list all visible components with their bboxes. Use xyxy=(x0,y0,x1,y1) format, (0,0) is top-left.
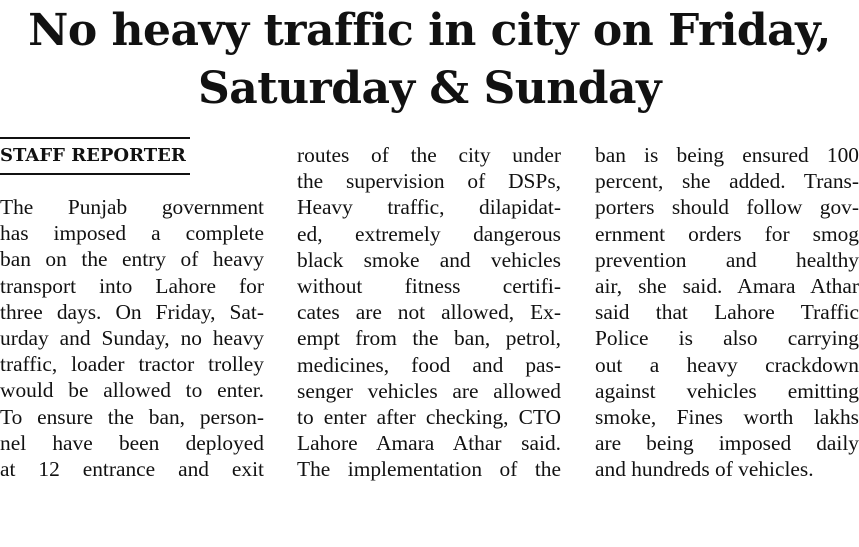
article-line: air, she said. Amara Athar xyxy=(595,273,859,298)
article-line: ernment orders for smog xyxy=(595,221,859,246)
article-line: has imposed a complete xyxy=(0,221,264,246)
article-line: ed, extremely dangerous xyxy=(297,221,561,246)
article-line: urday and Sunday, no heavy xyxy=(0,325,264,350)
article-line: at 12 entrance and exit xyxy=(0,456,264,481)
article-line: The implementation of the xyxy=(297,457,561,482)
article-line: empt from the ban, petrol, xyxy=(297,326,561,351)
article-line: and hundreds of vehicles. xyxy=(595,457,814,482)
article-line: would be allowed to enter. xyxy=(0,378,264,403)
article-line: the supervision of DSPs, xyxy=(297,169,561,194)
article-line: against vehicles emitting xyxy=(595,378,859,403)
article-line: without fitness certifi- xyxy=(297,273,561,298)
article-line: prevention and healthy xyxy=(595,247,859,272)
article-column-1 xyxy=(0,194,264,482)
article-line: To ensure the ban, person- xyxy=(0,404,264,429)
byline: STAFF REPORTER xyxy=(0,145,186,166)
article-line: traffic, loader tractor trolley xyxy=(0,352,264,377)
article-line: Lahore Amara Athar said. xyxy=(297,431,561,456)
headline-line-1: No heavy traffic in city on Friday, xyxy=(28,5,831,56)
article-line: Heavy traffic, dilapidat- xyxy=(297,195,561,220)
article-line: routes of the city under xyxy=(297,143,561,167)
article-line: Police is also carrying xyxy=(595,326,859,351)
article-line: ban is being ensured 100 xyxy=(595,143,859,167)
article-line: nel have been deployed xyxy=(0,430,264,455)
article-line: cates are not allowed, Ex- xyxy=(297,300,561,325)
article-line: porters should follow gov- xyxy=(595,195,859,220)
article-line: three days. On Friday, Sat- xyxy=(0,299,264,324)
byline-box xyxy=(0,137,190,175)
article-line: are being imposed daily xyxy=(595,431,859,456)
article-line: The Punjab government xyxy=(0,195,264,219)
article-line: senger vehicles are allowed xyxy=(297,378,561,403)
article-column-2 xyxy=(297,142,561,482)
article-line: medicines, food and pas- xyxy=(297,352,561,377)
article-line: said that Lahore Traffic xyxy=(595,300,859,325)
article-line: black smoke and vehicles xyxy=(297,247,561,272)
headline-line-2: Saturday & Sunday xyxy=(197,63,662,114)
article-line: out a heavy crackdown xyxy=(595,352,859,377)
article-line: smoke, Fines worth lakhs xyxy=(595,404,859,429)
article-line: ban on the entry of heavy xyxy=(0,247,264,272)
article-line: percent, she added. Trans- xyxy=(595,169,859,194)
article-line: to enter after checking, CTO xyxy=(297,404,561,429)
headline xyxy=(0,2,859,118)
article-column-3 xyxy=(595,142,859,482)
article-line: transport into Lahore for xyxy=(0,273,264,298)
